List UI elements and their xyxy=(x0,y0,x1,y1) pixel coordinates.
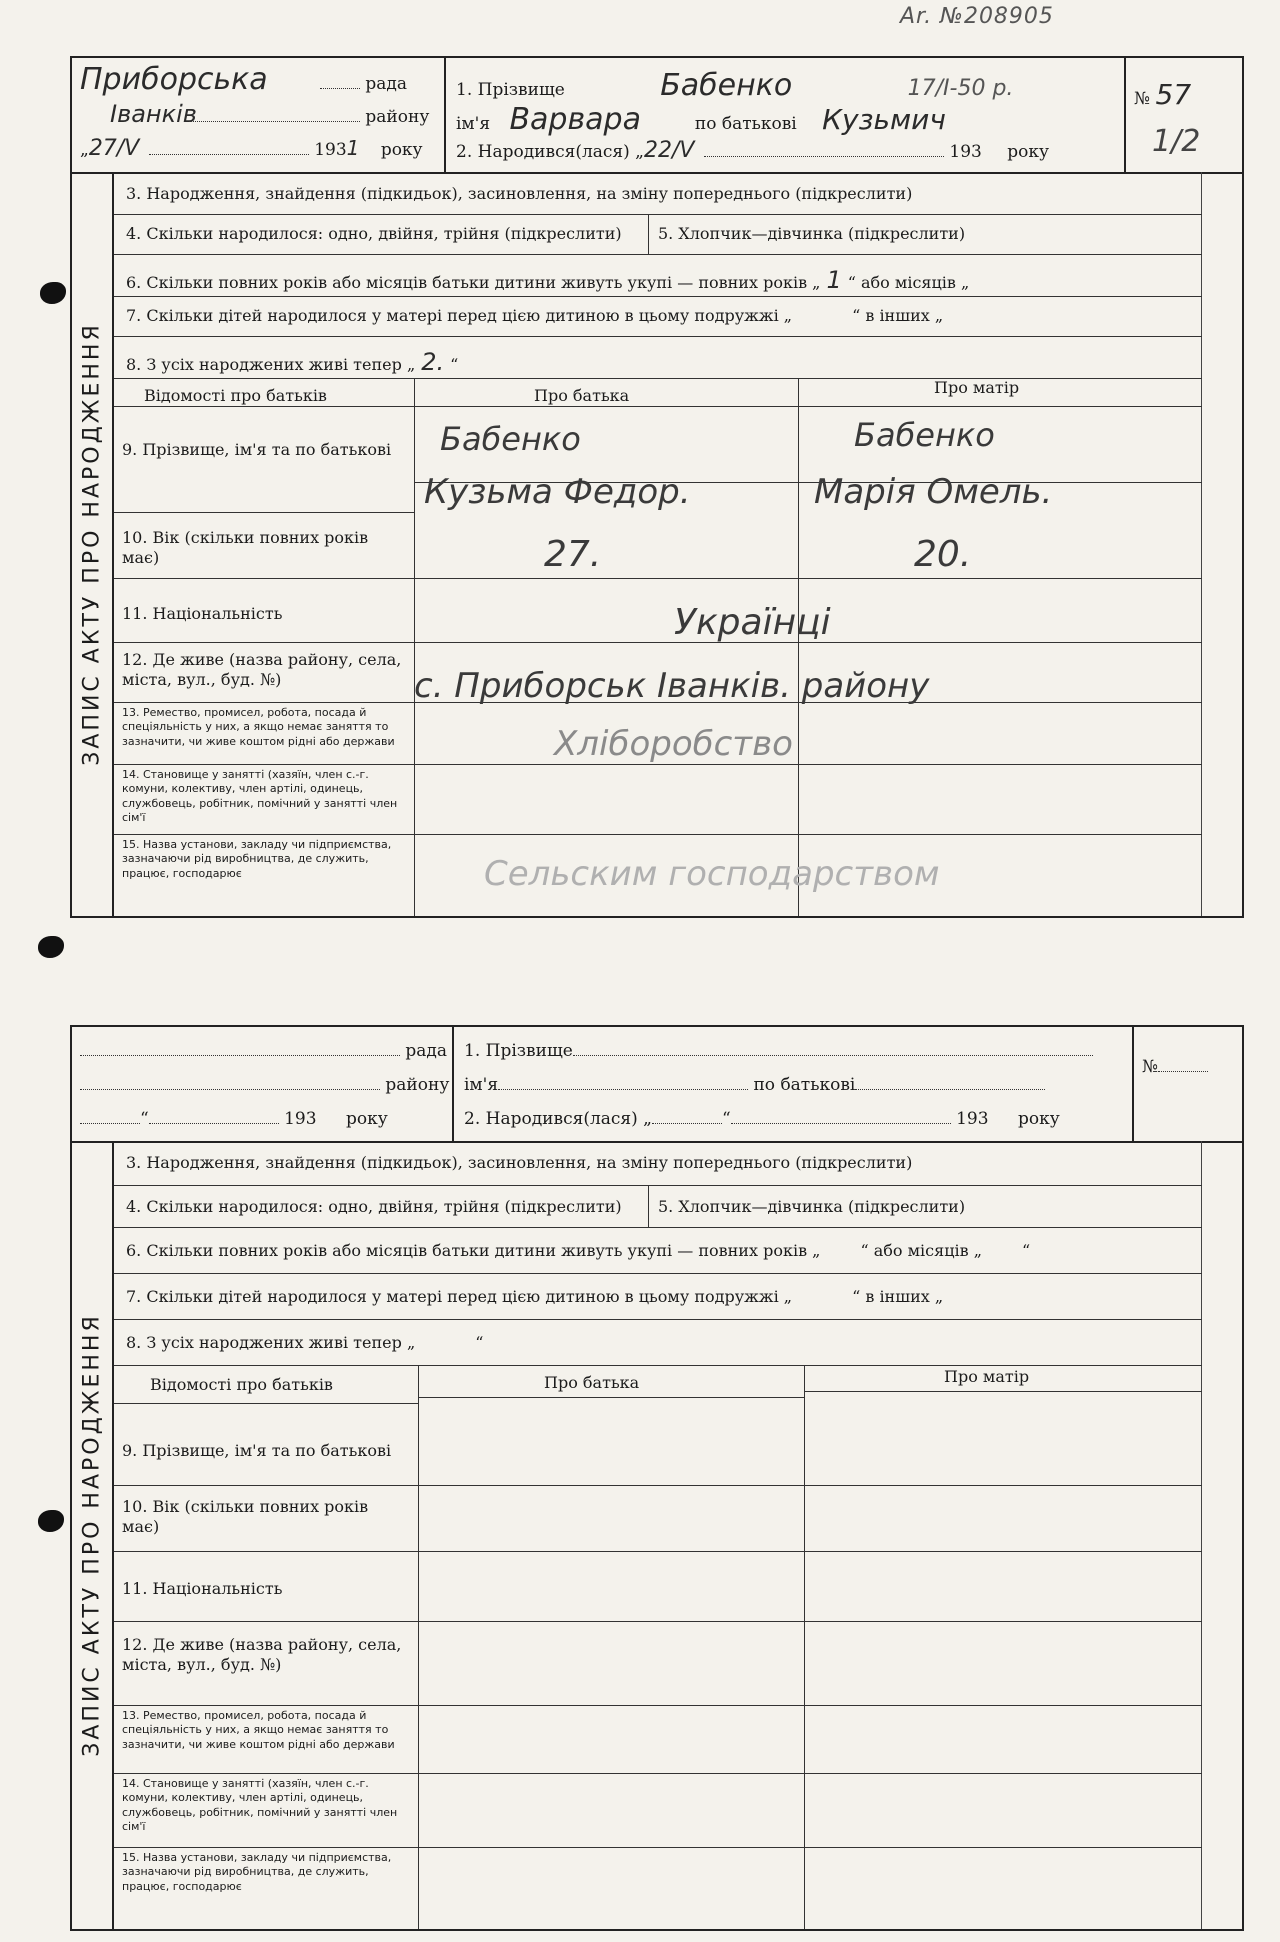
residence-value: с. Приборськ Іванків. району xyxy=(414,666,930,706)
date-value: 27/V xyxy=(88,136,140,161)
birth-record-card-filled xyxy=(70,56,1244,918)
born-label: 2. Народився(лася) xyxy=(456,142,630,162)
row13-label: 13. Ремество, промисел, робота, посада й спеціяльність у них, а якщо немає заняття то зазначити, чи живе коштом рідні або держави xyxy=(122,706,395,748)
mother-age: 20. xyxy=(914,534,972,575)
row15-label: 15. Назва установи, закладу чи підприємства, зазначаючи рід виробництва, де служить, працює, господарює xyxy=(122,838,392,880)
father-age: 27. xyxy=(544,534,602,575)
nationality-value: Українці xyxy=(674,602,831,643)
born-value: 22/V xyxy=(643,138,695,163)
side-title: ЗАПИС АКТУ ПРО НАРОДЖЕННЯ xyxy=(72,1141,114,1929)
father-surname: Бабенко xyxy=(440,420,581,458)
margin-note: 1/2 xyxy=(1152,124,1201,159)
card-header: рада району “ 193 року 1. Прізвище ім'я по батькові 2. Народився(лася) „ “ 193 року № xyxy=(72,1027,1242,1143)
q5: 5. Хлопчик—дівчинка (підкреслити) xyxy=(658,224,966,243)
rayon-label: району xyxy=(365,107,430,127)
q8-value: 2. xyxy=(421,348,445,376)
q3: 3. Народження, знайдення (підкидьок), засиновлення, на зміну попереднього (підкреслити) xyxy=(126,184,913,203)
surname-value: Бабенко xyxy=(660,68,793,103)
surname-label: 1. Прізвище xyxy=(456,80,565,100)
roku-label: року xyxy=(380,140,423,160)
number-value: 57 xyxy=(1155,78,1192,111)
card-header: Приборська рада Іванків району „27/V 1931 року 1. Прізвище Бабенко 17/I-50 р. ім'я Варвара по батькові Кузьмич 2. Народився(лася) „22/V 193 року № 57 1/2 xyxy=(72,58,1242,174)
rayon-value: Іванків xyxy=(110,100,197,128)
row14-label: 14. Становище у занятті (хазяїн, член с.-г. комуни, колективу, член артілі, одинець, службовець, робітник, помічний у занятті член сім'ї xyxy=(122,768,398,824)
mother-name: Марія Омель. xyxy=(814,472,1053,512)
th-mother: Про матір xyxy=(934,378,1020,397)
rada-label: рада xyxy=(365,74,408,94)
hole-mark xyxy=(38,1510,64,1532)
name-label: ім'я xyxy=(456,114,491,134)
q6-value: 1 xyxy=(826,266,842,294)
patronymic-value: Кузьмич xyxy=(822,103,946,136)
card-body xyxy=(114,172,1202,916)
row9-label: 9. Прізвище, ім'я та по батькові xyxy=(122,440,392,459)
archive-number: Ar. №208905 xyxy=(900,4,1054,29)
hole-mark xyxy=(38,936,64,958)
q8: 8. З усіх народжених живі тепер „ 2. “ xyxy=(126,348,459,376)
th-info: Відомості про батьків xyxy=(144,386,327,405)
row11-label: 11. Національність xyxy=(122,604,283,623)
number-label: № xyxy=(1134,89,1151,109)
card-body: 3. Народження, знайдення (підкидьок), засиновлення, на зміну попереднього (підкреслити) 4. Скільки народилося: одно, двійня, трійня (підкреслити) 5. Хлопчик—дівчинка (підкреслити) 6. Скільки повних років або місяців батьки дитини живуть укупі — повних років „ “ або місяців „ “ 7. Скільки дітей народилося у матері перед цією дитиною в цьому подружжі „ “ в інших „ 8. З усіх народжених живі тепер „ “ Відомості про батьків Про батька Про матір 9. Прізвище, ім'я та по батькові 10. Вік (скільки повних років має) 11. Національність 12. Де живе (назва району, села, міста, вул., буд. №) 13. Ремество, промисел, робота, посада й спеціяльність у них, а якщо немає заняття то зазначити, чи живе коштом рідні або держави 14. Становище у занятті (хазяїн, член с.-г. комуни, колективу, член артілі, одинець, службовець, робітник, помічний у занятті член сім'ї 15. Назва установи, закладу чи підприємства, зазначаючи рід виробництва, де служить, працює, господарює xyxy=(114,1141,1202,1929)
row10-label: 10. Вік (скільки повних років має) xyxy=(122,528,369,567)
hole-mark xyxy=(40,282,66,304)
employer-value: Сельским господарством xyxy=(484,854,940,894)
date-year: 193 xyxy=(314,140,347,160)
stamp-value: 17/I-50 р. xyxy=(907,76,1014,101)
q4: 4. Скільки народилося: одно, двійня, трійня (підкреслити) xyxy=(126,224,622,243)
row12-label: 12. Де живе (назва району, села, міста, вул., буд. №) xyxy=(122,650,402,689)
name-value: Варвара xyxy=(509,102,641,137)
birth-record-card-blank xyxy=(70,1025,1244,1931)
q7: 7. Скільки дітей народилося у матері перед цією дитиною в цьому подружжі „ “ в інших „ xyxy=(126,306,944,325)
side-title: ЗАПИС АКТУ ПРО НАРОДЖЕННЯ xyxy=(72,172,114,916)
th-father: Про батька xyxy=(534,386,630,405)
rada-value: Приборська xyxy=(80,62,268,97)
occupation-value: Хліборобство xyxy=(554,724,793,764)
q6: 6. Скільки повних років або місяців батьки дитини живуть укупі — повних років „ 1 “ або місяців „ xyxy=(126,266,970,294)
father-name: Кузьма Федор. xyxy=(424,472,691,512)
mother-surname: Бабенко xyxy=(854,416,995,454)
patronymic-label: по батькові xyxy=(694,114,797,134)
